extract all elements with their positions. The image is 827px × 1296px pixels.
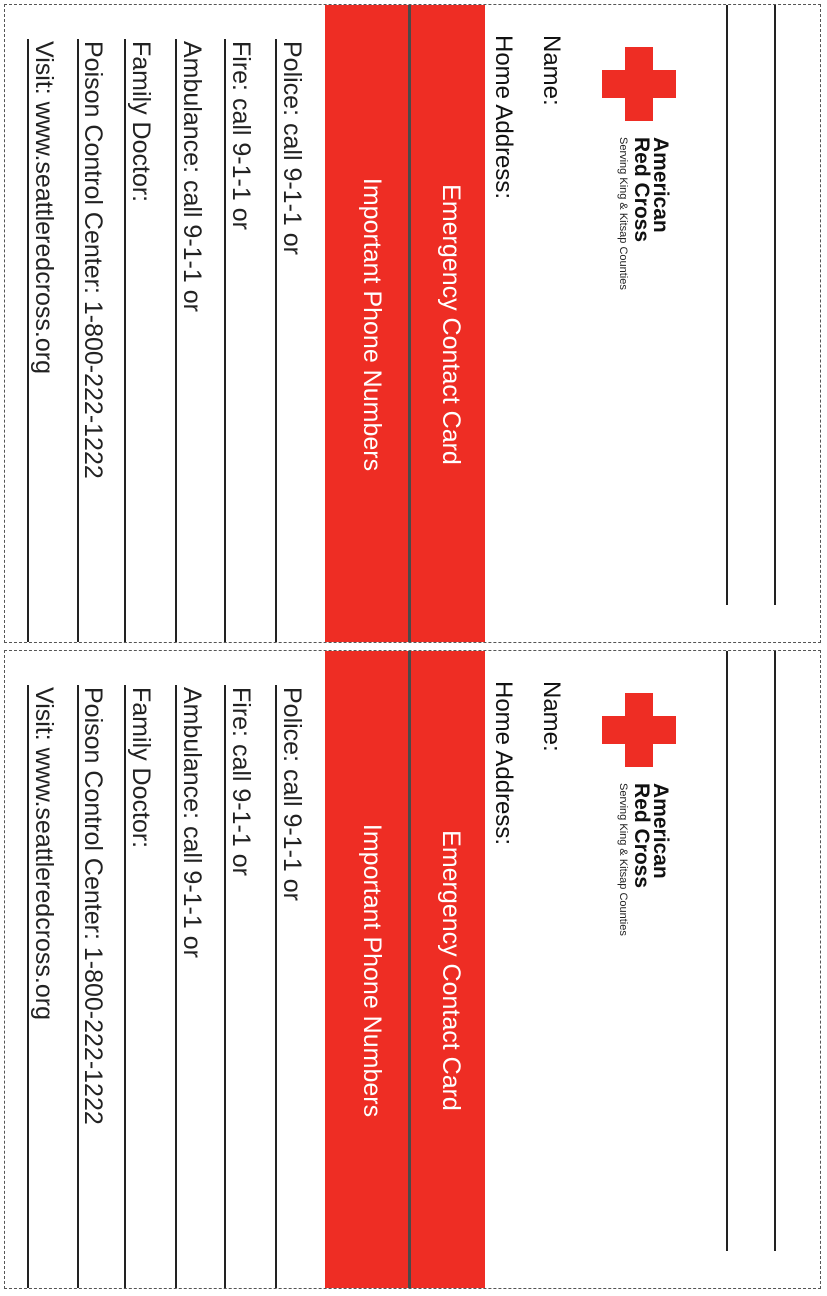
brand-tagline: Serving King & Kitsap Counties	[617, 137, 629, 290]
address-lines	[682, 651, 821, 1289]
address-line	[775, 651, 777, 1251]
name-label: Name:	[538, 35, 565, 106]
phone-entry-fire: Fire: call 9-1-1 or	[227, 687, 255, 876]
phone-entry-poison-control: Poison Control Center: 1-800-222-1222	[79, 41, 107, 479]
website-entry: Visit: www.seattleredcross.org	[30, 41, 58, 374]
card-title: Emergency Contact Card	[437, 830, 465, 1111]
entry-line	[125, 39, 127, 643]
address-lines	[682, 5, 821, 643]
phone-entry-police: Police: call 9-1-1 or	[278, 41, 306, 255]
emergency-contact-card	[4, 4, 821, 643]
address-line	[727, 651, 729, 1251]
red-cross-logo	[576, 691, 676, 936]
brand-tagline: Serving King & Kitsap Counties	[617, 783, 629, 936]
phone-entry-fire: Fire: call 9-1-1 or	[227, 41, 255, 230]
address-line	[775, 5, 777, 605]
phone-entry-ambulance: Ambulance: call 9-1-1 or	[178, 41, 206, 312]
entry-line	[176, 39, 178, 643]
brand-line-1: American	[649, 783, 672, 879]
entry-line	[125, 685, 127, 1289]
emergency-contact-card	[4, 650, 821, 1289]
red-band	[325, 651, 485, 1289]
phone-entry-ambulance: Ambulance: call 9-1-1 or	[178, 687, 206, 958]
name-label: Name:	[538, 681, 565, 752]
home-address-label: Home Address:	[490, 35, 517, 200]
brand-line-2: Red Cross	[630, 783, 653, 889]
brand-line-2: Red Cross	[630, 137, 653, 243]
red-cross-logo	[576, 45, 676, 290]
entry-line	[225, 39, 227, 643]
section-title: Important Phone Numbers	[358, 823, 386, 1118]
section-title: Important Phone Numbers	[358, 177, 386, 472]
phone-list	[5, 651, 325, 1289]
entry-line	[28, 39, 30, 643]
phone-entry-police: Police: call 9-1-1 or	[278, 687, 306, 901]
phone-list	[5, 5, 325, 643]
band-divider	[408, 5, 411, 643]
home-address-label: Home Address:	[490, 681, 517, 846]
entry-line	[28, 685, 30, 1289]
entry-line	[276, 685, 278, 1289]
entry-line	[176, 685, 178, 1289]
brand-line-1: American	[649, 137, 672, 233]
card-front	[485, 5, 682, 643]
red-band	[325, 5, 485, 643]
card-title: Emergency Contact Card	[437, 184, 465, 465]
band-divider	[408, 651, 411, 1289]
entry-line	[78, 685, 80, 1289]
address-line	[727, 5, 729, 605]
card-content	[5, 651, 821, 1289]
phone-entry-family-doctor: Family Doctor:	[127, 687, 155, 849]
phone-entry-family-doctor: Family Doctor:	[127, 41, 155, 203]
entry-line	[225, 685, 227, 1289]
phone-entry-poison-control: Poison Control Center: 1-800-222-1222	[79, 687, 107, 1125]
entry-line	[276, 39, 278, 643]
entry-line	[78, 39, 80, 643]
website-entry: Visit: www.seattleredcross.org	[30, 687, 58, 1020]
card-content	[5, 5, 821, 643]
card-front	[485, 651, 682, 1289]
